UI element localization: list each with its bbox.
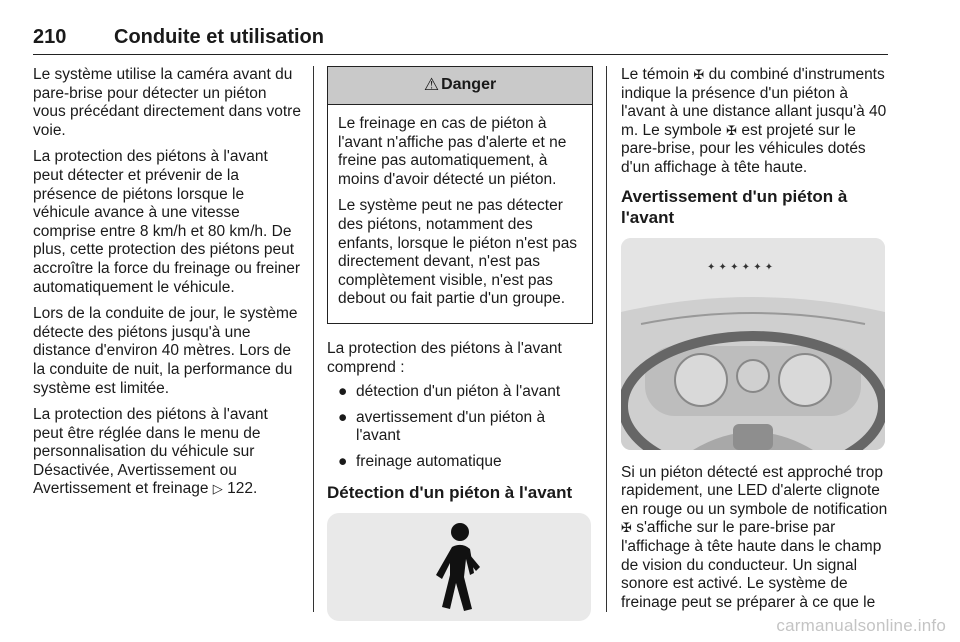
danger-header — [328, 67, 592, 105]
paragraph: Lors de la conduite de jour, le système détecte des piétons jusqu'à une distance d'environ 40 mètres. Lors de la conduite de nuit, la performance du système est limitée. — [33, 305, 298, 397]
section-heading: Avertissement d'un piéton à l'avant — [621, 186, 848, 227]
dashboard-figure — [621, 238, 885, 450]
page-reference-arrow-icon: ▷ — [212, 481, 223, 497]
danger-box — [327, 66, 593, 324]
text-column-3 — [621, 66, 889, 620]
svg-text:✦ ✦ ✦ ✦ ✦ ✦: ✦ ✦ ✦ ✦ ✦ ✦ — [707, 261, 774, 273]
pedestrian-warning-icon: ✠ — [621, 520, 632, 536]
section-heading: Détection d'un piéton à l'avant — [327, 482, 573, 502]
text-column-1 — [33, 66, 301, 507]
dashboard-hud-illustration — [621, 238, 885, 450]
paragraph: Le freinage en cas de piéton à l'avant n'affiche pas d'alerte et ne freine pas automatiquement, à moins d'avoir détecté un piéton. — [338, 115, 567, 188]
warning-triangle-icon: ⚠ — [423, 75, 440, 95]
feature-list — [327, 383, 593, 471]
pedestrian-icon — [424, 519, 494, 615]
list-item: ● avertissement d'un piéton à l'avant — [338, 408, 546, 445]
paragraph: Le témoin ✠ du combiné d'instruments indique la présence d'un piéton à l'avant à une distance allant jusqu'à 40 m. Le symbole ✠ est projeté sur le pare-brise, pour les véhicules dotés d'un affichage à tête haute. — [621, 66, 887, 176]
page-reference-link[interactable]: 122. — [227, 480, 258, 498]
chapter-title: Conduite et utilisation — [114, 26, 324, 48]
column-divider — [313, 66, 314, 612]
page-number: 210 — [33, 26, 67, 48]
paragraph: La protection des piétons à l'avant comprend : — [327, 339, 562, 376]
text-column-2 — [327, 66, 593, 621]
pedestrian-warning-icon: ✠ — [726, 122, 738, 138]
paragraph — [33, 406, 301, 499]
danger-title: Danger — [441, 76, 497, 94]
column-divider — [606, 66, 607, 612]
list-item: ● détection d'un piéton à l'avant — [338, 383, 561, 401]
danger-body — [328, 105, 592, 323]
paragraph: Si un piéton détecté est approché trop rapidement, une LED d'alerte clignote en rouge ou un symbole de notification ✠ s'affiche sur le pare-brise par l'affichage à tête haute dans le champ de vision du conducteur. Un signal sonore est activé. Le système de freinage peut se préparer à ce que le — [621, 463, 888, 611]
paragraph-text: La protection des piétons à l'avant peut être réglée dans le menu de personnalisation du véhicule sur Désactivée, Avertissement ou Avertissement et freinage — [33, 406, 268, 498]
paragraph: La protection des piétons à l'avant peut détecter et prévenir de la présence de piétons lorsque le véhicule avance à une vitesse comprise entre 8 km/h et 80 km/h. De plus, cette protection des piétons peut accroître la force du freinage ou freiner automatiquement le véhicule. — [33, 148, 301, 296]
list-item: ● freinage automatique — [338, 452, 502, 470]
paragraph: Le système utilise la caméra avant du pare-brise pour détecter un piéton vous précédant directement dans votre voie. — [33, 66, 301, 139]
pedestrian-figure — [327, 513, 591, 621]
page-header — [33, 26, 888, 55]
watermark: carmanualsonline.info — [776, 616, 946, 635]
paragraph: Le système peut ne pas détecter des piétons, notamment des enfants, lorsque le piéton n'est pas directement devant, n'est pas complètement visible, n'est pas debout ou fait partie d'un groupe. — [338, 197, 578, 308]
pedestrian-warning-icon: ✠ — [693, 67, 705, 82]
